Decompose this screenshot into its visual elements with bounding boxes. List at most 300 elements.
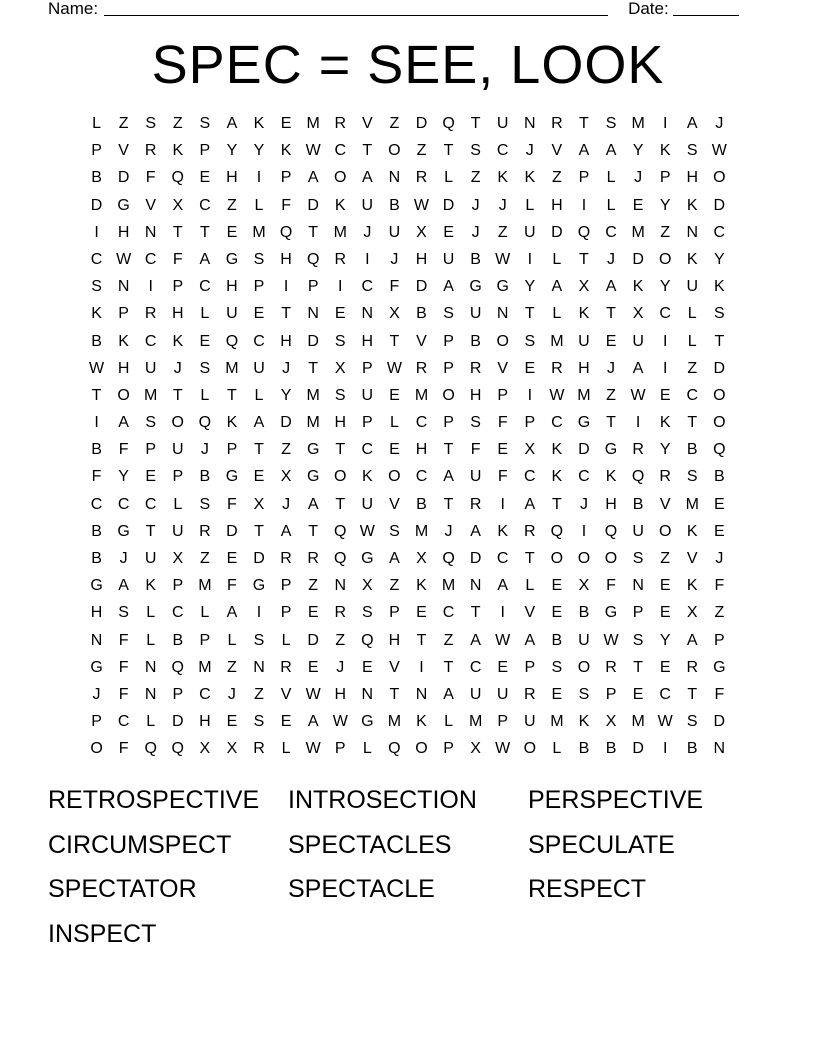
- grid-letter: O: [577, 658, 591, 676]
- grid-row: [83, 603, 733, 630]
- grid-letter: Z: [172, 115, 183, 132]
- grid-letter: I: [283, 278, 289, 296]
- grid-letter: R: [415, 169, 428, 187]
- grid-letter: O: [117, 386, 130, 404]
- grid-letter: P: [578, 169, 590, 187]
- grid-letter: M: [685, 495, 699, 513]
- grid-row: [83, 196, 733, 223]
- grid-letter: U: [144, 359, 157, 377]
- grid-letter: T: [524, 305, 535, 323]
- grid-letter: D: [171, 713, 184, 731]
- grid-letter: D: [415, 278, 428, 296]
- grid-letter: Z: [199, 550, 210, 567]
- grid-letter: L: [552, 305, 562, 323]
- grid-letter: D: [551, 223, 563, 241]
- grid-letter: P: [497, 713, 509, 731]
- grid-letter: N: [253, 658, 265, 676]
- grid-letter: F: [172, 250, 183, 268]
- grid-letter: W: [332, 713, 348, 731]
- grid-letter: A: [226, 115, 238, 132]
- grid-letter: O: [388, 468, 401, 486]
- grid-letter: P: [361, 414, 373, 432]
- grid-letter: P: [280, 169, 292, 187]
- grid-letter: P: [199, 142, 211, 160]
- grid-letter: P: [361, 359, 373, 377]
- grid-letter: F: [118, 441, 129, 459]
- grid-letter: U: [469, 468, 482, 486]
- grid-letter: J: [390, 250, 399, 268]
- grid-letter: B: [632, 495, 644, 513]
- grid-letter: G: [306, 468, 320, 486]
- grid-letter: Y: [632, 142, 644, 160]
- grid-letter: T: [145, 522, 156, 540]
- grid-letter: I: [527, 250, 533, 268]
- grid-letter: E: [443, 223, 454, 241]
- grid-letter: I: [662, 740, 668, 758]
- grid-letter: H: [199, 713, 211, 731]
- grid-letter: B: [714, 468, 725, 486]
- grid-letter: N: [686, 223, 699, 241]
- grid-letter: O: [658, 522, 672, 540]
- grid-letter: A: [253, 414, 265, 432]
- grid-letter: J: [715, 550, 724, 567]
- grid-letter: B: [470, 250, 481, 268]
- grid-letter: T: [443, 142, 454, 160]
- grid-letter: I: [256, 604, 262, 622]
- grid-letter: X: [416, 223, 427, 241]
- grid-letter: J: [607, 250, 616, 268]
- grid-letter: Z: [416, 142, 427, 160]
- grid-row: [83, 223, 733, 250]
- grid-letter: H: [361, 332, 374, 350]
- grid-letter: Q: [198, 414, 212, 432]
- grid-letter: L: [173, 495, 183, 513]
- grid-letter: X: [280, 468, 292, 486]
- grid-letter: C: [144, 332, 157, 350]
- grid-letter: O: [388, 142, 401, 160]
- grid-letter: T: [687, 685, 698, 703]
- grid-letter: U: [632, 522, 644, 540]
- grid-letter: P: [497, 386, 509, 404]
- grid-letter: F: [470, 441, 481, 459]
- grid-letter: N: [117, 278, 130, 296]
- grid-letter: E: [497, 658, 509, 676]
- grid-letter: P: [524, 414, 536, 432]
- word-list-item: SPECTACLE: [288, 875, 435, 903]
- grid-letter: S: [524, 332, 536, 350]
- grid-letter: C: [442, 604, 455, 622]
- grid-letter: C: [469, 658, 482, 676]
- grid-letter: U: [496, 115, 509, 132]
- grid-letter: A: [443, 685, 454, 703]
- grid-letter: F: [497, 414, 508, 432]
- grid-letter: E: [280, 713, 292, 731]
- grid-letter: L: [444, 169, 453, 187]
- grid-letter: J: [579, 495, 588, 513]
- grid-letter: X: [172, 550, 184, 567]
- grid-letter: O: [334, 468, 347, 486]
- grid-letter: A: [280, 522, 292, 540]
- grid-letter: X: [578, 278, 590, 296]
- grid-letter: H: [280, 332, 292, 350]
- grid-letter: K: [172, 332, 184, 350]
- grid-letter: A: [605, 278, 617, 296]
- grid-letter: W: [495, 631, 511, 649]
- grid-letter: W: [116, 250, 132, 268]
- grid-letter: U: [171, 441, 184, 459]
- grid-letter: F: [714, 577, 725, 595]
- grid-letter: H: [578, 359, 590, 377]
- grid-letter: N: [524, 115, 536, 132]
- grid-letter: L: [687, 305, 697, 323]
- grid-letter: I: [94, 223, 99, 241]
- grid-letter: I: [338, 278, 343, 296]
- grid-letter: K: [524, 169, 536, 187]
- grid-letter: X: [334, 359, 346, 377]
- grid-letter: Z: [606, 386, 616, 404]
- grid-letter: R: [307, 550, 319, 567]
- word-list-item: SPECTATOR: [48, 875, 197, 903]
- grid-letter: U: [578, 332, 590, 350]
- grid-letter: G: [90, 577, 103, 595]
- grid-letter: B: [416, 305, 427, 323]
- grid-letter: J: [200, 441, 209, 459]
- grid-letter: G: [117, 522, 130, 540]
- grid-letter: U: [469, 685, 482, 703]
- grid-letter: S: [334, 386, 346, 404]
- grid-letter: C: [551, 414, 563, 432]
- grid-letter: C: [117, 713, 130, 731]
- grid-letter: X: [686, 604, 698, 622]
- grid-letter: L: [444, 713, 453, 731]
- grid-letter: A: [389, 550, 400, 567]
- grid-letter: B: [551, 631, 563, 649]
- grid-letter: Y: [524, 278, 536, 296]
- grid-letter: N: [90, 631, 103, 649]
- grid-letter: M: [577, 386, 591, 404]
- grid-letter: P: [172, 577, 184, 595]
- grid-letter: U: [144, 550, 157, 567]
- grid-letter: D: [253, 550, 265, 567]
- grid-row: [83, 440, 733, 467]
- grid-letter: T: [416, 631, 427, 649]
- grid-letter: T: [606, 305, 616, 323]
- grid-row: [83, 576, 733, 603]
- grid-letter: L: [525, 577, 535, 595]
- grid-letter: R: [659, 468, 671, 486]
- grid-letter: V: [118, 142, 129, 160]
- grid-letter: F: [606, 577, 616, 595]
- grid-letter: O: [550, 550, 564, 567]
- grid-letter: Z: [254, 685, 264, 703]
- grid-letter: X: [416, 550, 427, 567]
- grid-letter: Y: [714, 250, 725, 268]
- grid-letter: B: [91, 522, 102, 540]
- grid-letter: K: [605, 468, 617, 486]
- grid-letter: R: [686, 658, 699, 676]
- grid-letter: R: [199, 522, 211, 540]
- grid-letter: L: [254, 196, 264, 214]
- grid-letter: Z: [660, 223, 671, 241]
- grid-letter: S: [686, 713, 698, 731]
- grid-letter: P: [253, 278, 265, 296]
- grid-letter: P: [632, 604, 644, 622]
- grid-letter: G: [713, 658, 726, 676]
- grid-letter: E: [659, 386, 671, 404]
- grid-letter: V: [389, 658, 400, 676]
- grid-letter: L: [687, 332, 697, 350]
- grid-letter: I: [365, 250, 370, 268]
- grid-letter: A: [307, 169, 319, 187]
- grid-letter: T: [308, 522, 319, 540]
- grid-letter: D: [632, 250, 644, 268]
- grid-letter: N: [144, 685, 157, 703]
- grid-letter: S: [578, 685, 590, 703]
- grid-letter: H: [686, 169, 699, 187]
- grid-letter: A: [605, 142, 617, 160]
- grid-letter: Y: [659, 631, 671, 649]
- grid-letter: L: [92, 115, 101, 132]
- grid-letter: R: [632, 441, 644, 459]
- grid-letter: I: [581, 522, 587, 540]
- grid-letter: O: [604, 550, 618, 567]
- header-line: [48, 0, 748, 20]
- grid-letter: E: [659, 577, 671, 595]
- grid-letter: G: [604, 441, 618, 459]
- grid-letter: N: [388, 169, 401, 187]
- grid-letter: U: [578, 631, 590, 649]
- grid-letter: I: [500, 604, 505, 622]
- grid-letter: N: [361, 685, 374, 703]
- grid-letter: K: [686, 196, 698, 214]
- grid-letter: R: [551, 359, 563, 377]
- grid-letter: S: [145, 115, 157, 132]
- grid-letter: E: [659, 658, 671, 676]
- page-title: SPEC = SEE, LOOK: [151, 35, 665, 95]
- grid-letter: D: [307, 332, 319, 350]
- grid-letter: E: [714, 522, 725, 540]
- grid-letter: X: [632, 305, 644, 323]
- grid-letter: E: [280, 115, 292, 132]
- grid-letter: J: [119, 550, 128, 567]
- grid-letter: H: [226, 169, 238, 187]
- grid-letter: A: [443, 278, 454, 296]
- grid-letter: A: [686, 631, 698, 649]
- grid-letter: R: [469, 495, 482, 513]
- grid-letter: T: [308, 223, 319, 241]
- grid-letter: T: [199, 223, 210, 241]
- grid-letter: U: [226, 305, 238, 323]
- name-blank-line[interactable]: [104, 1, 608, 16]
- word-list-item: INSPECT: [48, 919, 157, 948]
- grid-letter: E: [497, 441, 509, 459]
- grid-letter: C: [199, 685, 211, 703]
- grid-letter: L: [552, 740, 562, 758]
- grid-letter: A: [551, 278, 563, 296]
- grid-letter: N: [713, 740, 726, 758]
- grid-letter: U: [388, 223, 401, 241]
- grid-letter: F: [118, 631, 129, 649]
- grid-letter: C: [496, 142, 509, 160]
- grid-letter: S: [632, 550, 644, 567]
- grid-letter: L: [200, 386, 210, 404]
- grid-letter: E: [253, 468, 265, 486]
- grid-letter: Y: [659, 196, 671, 214]
- word-list-item: RETROSPECTIVE: [48, 786, 260, 814]
- grid-letter: N: [496, 305, 509, 323]
- grid-letter: C: [415, 468, 428, 486]
- grid-letter: V: [416, 332, 427, 350]
- grid-letter: B: [172, 631, 184, 649]
- grid-letter: S: [361, 604, 373, 622]
- grid-letter: T: [281, 305, 291, 323]
- grid-letter: P: [91, 713, 102, 731]
- grid-letter: I: [256, 169, 262, 187]
- grid-letter: M: [414, 386, 429, 404]
- grid-row: [83, 359, 733, 386]
- grid-letter: B: [91, 169, 102, 187]
- grid-letter: D: [307, 631, 319, 649]
- grid-letter: I: [94, 414, 99, 432]
- grid-letter: R: [524, 522, 536, 540]
- date-blank-line[interactable]: [673, 1, 739, 16]
- grid-letter: G: [361, 713, 374, 731]
- grid-letter: C: [524, 468, 536, 486]
- grid-letter: C: [605, 223, 617, 241]
- grid-letter: G: [496, 278, 509, 296]
- grid-letter: X: [605, 713, 617, 731]
- grid-letter: O: [442, 386, 455, 404]
- grid-letter: B: [686, 441, 698, 459]
- grid-letter: U: [361, 495, 374, 513]
- grid-letter: U: [361, 196, 374, 214]
- grid-letter: T: [470, 604, 481, 622]
- grid-row: [83, 495, 733, 522]
- grid-letter: P: [280, 577, 292, 595]
- grid-letter: X: [578, 577, 590, 595]
- grid-letter: B: [91, 550, 102, 567]
- grid-letter: M: [550, 332, 564, 350]
- grid-letter: C: [90, 250, 103, 268]
- grid-letter: K: [551, 468, 563, 486]
- grid-letter: J: [282, 359, 291, 377]
- grid-letter: E: [226, 223, 238, 241]
- grid-row: [83, 413, 733, 440]
- grid-letter: B: [91, 332, 102, 350]
- grid-letter: T: [254, 522, 264, 540]
- grid-letter: S: [334, 332, 346, 350]
- grid-row: [83, 386, 733, 413]
- grid-letter: K: [714, 278, 725, 296]
- grid-letter: D: [713, 713, 726, 731]
- grid-letter: C: [117, 495, 130, 513]
- word-list: [48, 778, 768, 956]
- grid-row: [83, 168, 733, 195]
- grid-row: [83, 250, 733, 277]
- grid-letter: X: [524, 441, 536, 459]
- grid-letter: L: [227, 631, 237, 649]
- word-list-item: CIRCUMSPECT: [48, 830, 232, 859]
- grid-letter: T: [714, 332, 725, 350]
- grid-letter: K: [497, 169, 509, 187]
- grid-letter: T: [389, 332, 400, 350]
- grid-letter: Q: [171, 740, 184, 758]
- grid-letter: D: [307, 196, 319, 214]
- grid-letter: D: [226, 522, 238, 540]
- grid-letter: Z: [714, 604, 725, 622]
- grid-letter: E: [389, 441, 400, 459]
- grid-letter: T: [172, 223, 183, 241]
- grid-letter: P: [443, 332, 454, 350]
- grid-letter: P: [307, 278, 319, 296]
- grid-letter: Z: [497, 223, 508, 241]
- grid-letter: E: [632, 685, 644, 703]
- grid-letter: K: [578, 305, 590, 323]
- grid-letter: E: [334, 305, 346, 323]
- grid-letter: N: [361, 305, 374, 323]
- grid-letter: K: [551, 441, 563, 459]
- grid-letter: T: [633, 658, 643, 676]
- grid-letter: Z: [389, 577, 400, 595]
- grid-letter: N: [307, 305, 319, 323]
- grid-letter: H: [171, 305, 184, 323]
- grid-letter: Q: [225, 332, 239, 350]
- grid-letter: Q: [604, 522, 618, 540]
- grid-letter: N: [144, 223, 157, 241]
- grid-letter: G: [252, 577, 266, 595]
- grid-letter: R: [253, 740, 265, 758]
- grid-letter: S: [199, 359, 211, 377]
- grid-letter: C: [361, 441, 374, 459]
- grid-letter: K: [416, 713, 427, 731]
- grid-letter: R: [605, 658, 617, 676]
- grid-letter: T: [308, 359, 319, 377]
- grid-letter: P: [714, 631, 725, 649]
- grid-letter: M: [631, 115, 645, 132]
- grid-letter: M: [225, 359, 239, 377]
- grid-letter: J: [715, 115, 724, 132]
- grid-letter: B: [605, 740, 617, 758]
- grid-letter: F: [227, 577, 237, 595]
- grid-letter: P: [443, 414, 454, 432]
- grid-letter: T: [172, 386, 183, 404]
- grid-letter: T: [335, 495, 346, 513]
- grid-letter: E: [199, 169, 211, 187]
- grid-letter: P: [280, 604, 292, 622]
- grid-letter: A: [307, 495, 319, 513]
- grid-letter: T: [91, 386, 102, 404]
- grid-letter: D: [578, 441, 590, 459]
- grid-letter: J: [92, 685, 101, 703]
- grid-letter: J: [607, 359, 616, 377]
- grid-letter: R: [415, 359, 428, 377]
- grid-letter: V: [389, 495, 400, 513]
- grid-letter: W: [495, 740, 511, 758]
- grid-letter: T: [687, 414, 698, 432]
- grid-letter: E: [605, 332, 617, 350]
- grid-letter: X: [389, 305, 400, 323]
- grid-letter: I: [148, 278, 153, 296]
- grid-letter: A: [361, 169, 373, 187]
- grid-letter: X: [172, 196, 184, 214]
- grid-letter: E: [389, 386, 400, 404]
- grid-letter: Z: [227, 196, 237, 214]
- grid-letter: E: [226, 713, 238, 731]
- grid-letter: Z: [389, 115, 400, 132]
- grid-letter: Y: [253, 142, 265, 160]
- grid-letter: I: [527, 386, 533, 404]
- grid-letter: H: [551, 196, 563, 214]
